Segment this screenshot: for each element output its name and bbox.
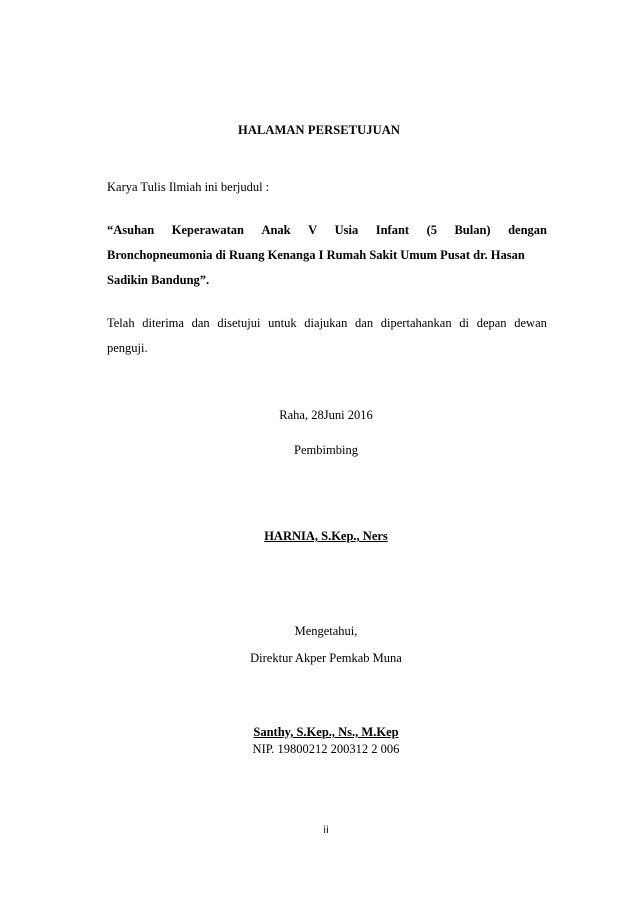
approval-word: dewan <box>514 316 547 330</box>
approval-line-1 <box>107 311 547 336</box>
thesis-word: (5 <box>426 223 437 237</box>
page-title: HALAMAN PERSETUJUAN <box>238 123 400 137</box>
thesis-word: dengan <box>508 223 547 237</box>
approval-word: untuk <box>268 316 297 330</box>
approval-word: dan <box>355 316 374 330</box>
approval-word: dipertahankan <box>380 316 452 330</box>
approval-line-2: penguji. <box>107 341 148 355</box>
thesis-title-line-3: Sadikin Bandung”. <box>107 273 210 287</box>
approval-word: Telah <box>107 316 135 330</box>
supervisor-name: HARNIA, S.Kep., Ners <box>264 529 388 543</box>
place-date: Raha, 28Juni 2016 <box>279 408 373 422</box>
approval-word: depan <box>476 316 507 330</box>
director-title: Direktur Akper Pemkab Muna <box>250 651 402 665</box>
thesis-title-line-1 <box>107 218 547 243</box>
approval-word: di <box>459 316 470 330</box>
approval-word: diterima <box>142 316 184 330</box>
acknowledged-label: Mengetahui, <box>294 624 358 638</box>
director-name: Santhy, S.Kep., Ns., M.Kep <box>253 725 399 739</box>
thesis-word: Usia <box>334 223 359 237</box>
thesis-title <box>107 218 547 293</box>
thesis-word: Infant <box>375 223 410 237</box>
thesis-word: Anak <box>261 223 291 237</box>
thesis-title-line-2: Bronchopneumonia di Ruang Kenanga I Rumah Sakit Umum Pusat dr. Hasan <box>107 248 525 262</box>
approval-word: dan <box>191 316 210 330</box>
page-number: ii <box>323 825 329 836</box>
thesis-word: Bulan) <box>454 223 491 237</box>
supervisor-label: Pembimbing <box>294 443 358 457</box>
thesis-word: V <box>308 223 318 237</box>
thesis-word: Keperawatan <box>171 223 244 237</box>
intro-text: Karya Tulis Ilmiah ini berjudul : <box>107 180 270 194</box>
approval-statement <box>107 311 547 361</box>
approval-word: diajukan <box>304 316 348 330</box>
approval-word: disetujui <box>217 316 261 330</box>
director-nip: NIP. 19800212 200312 2 006 <box>252 742 400 756</box>
thesis-word: “Asuhan <box>107 223 155 237</box>
